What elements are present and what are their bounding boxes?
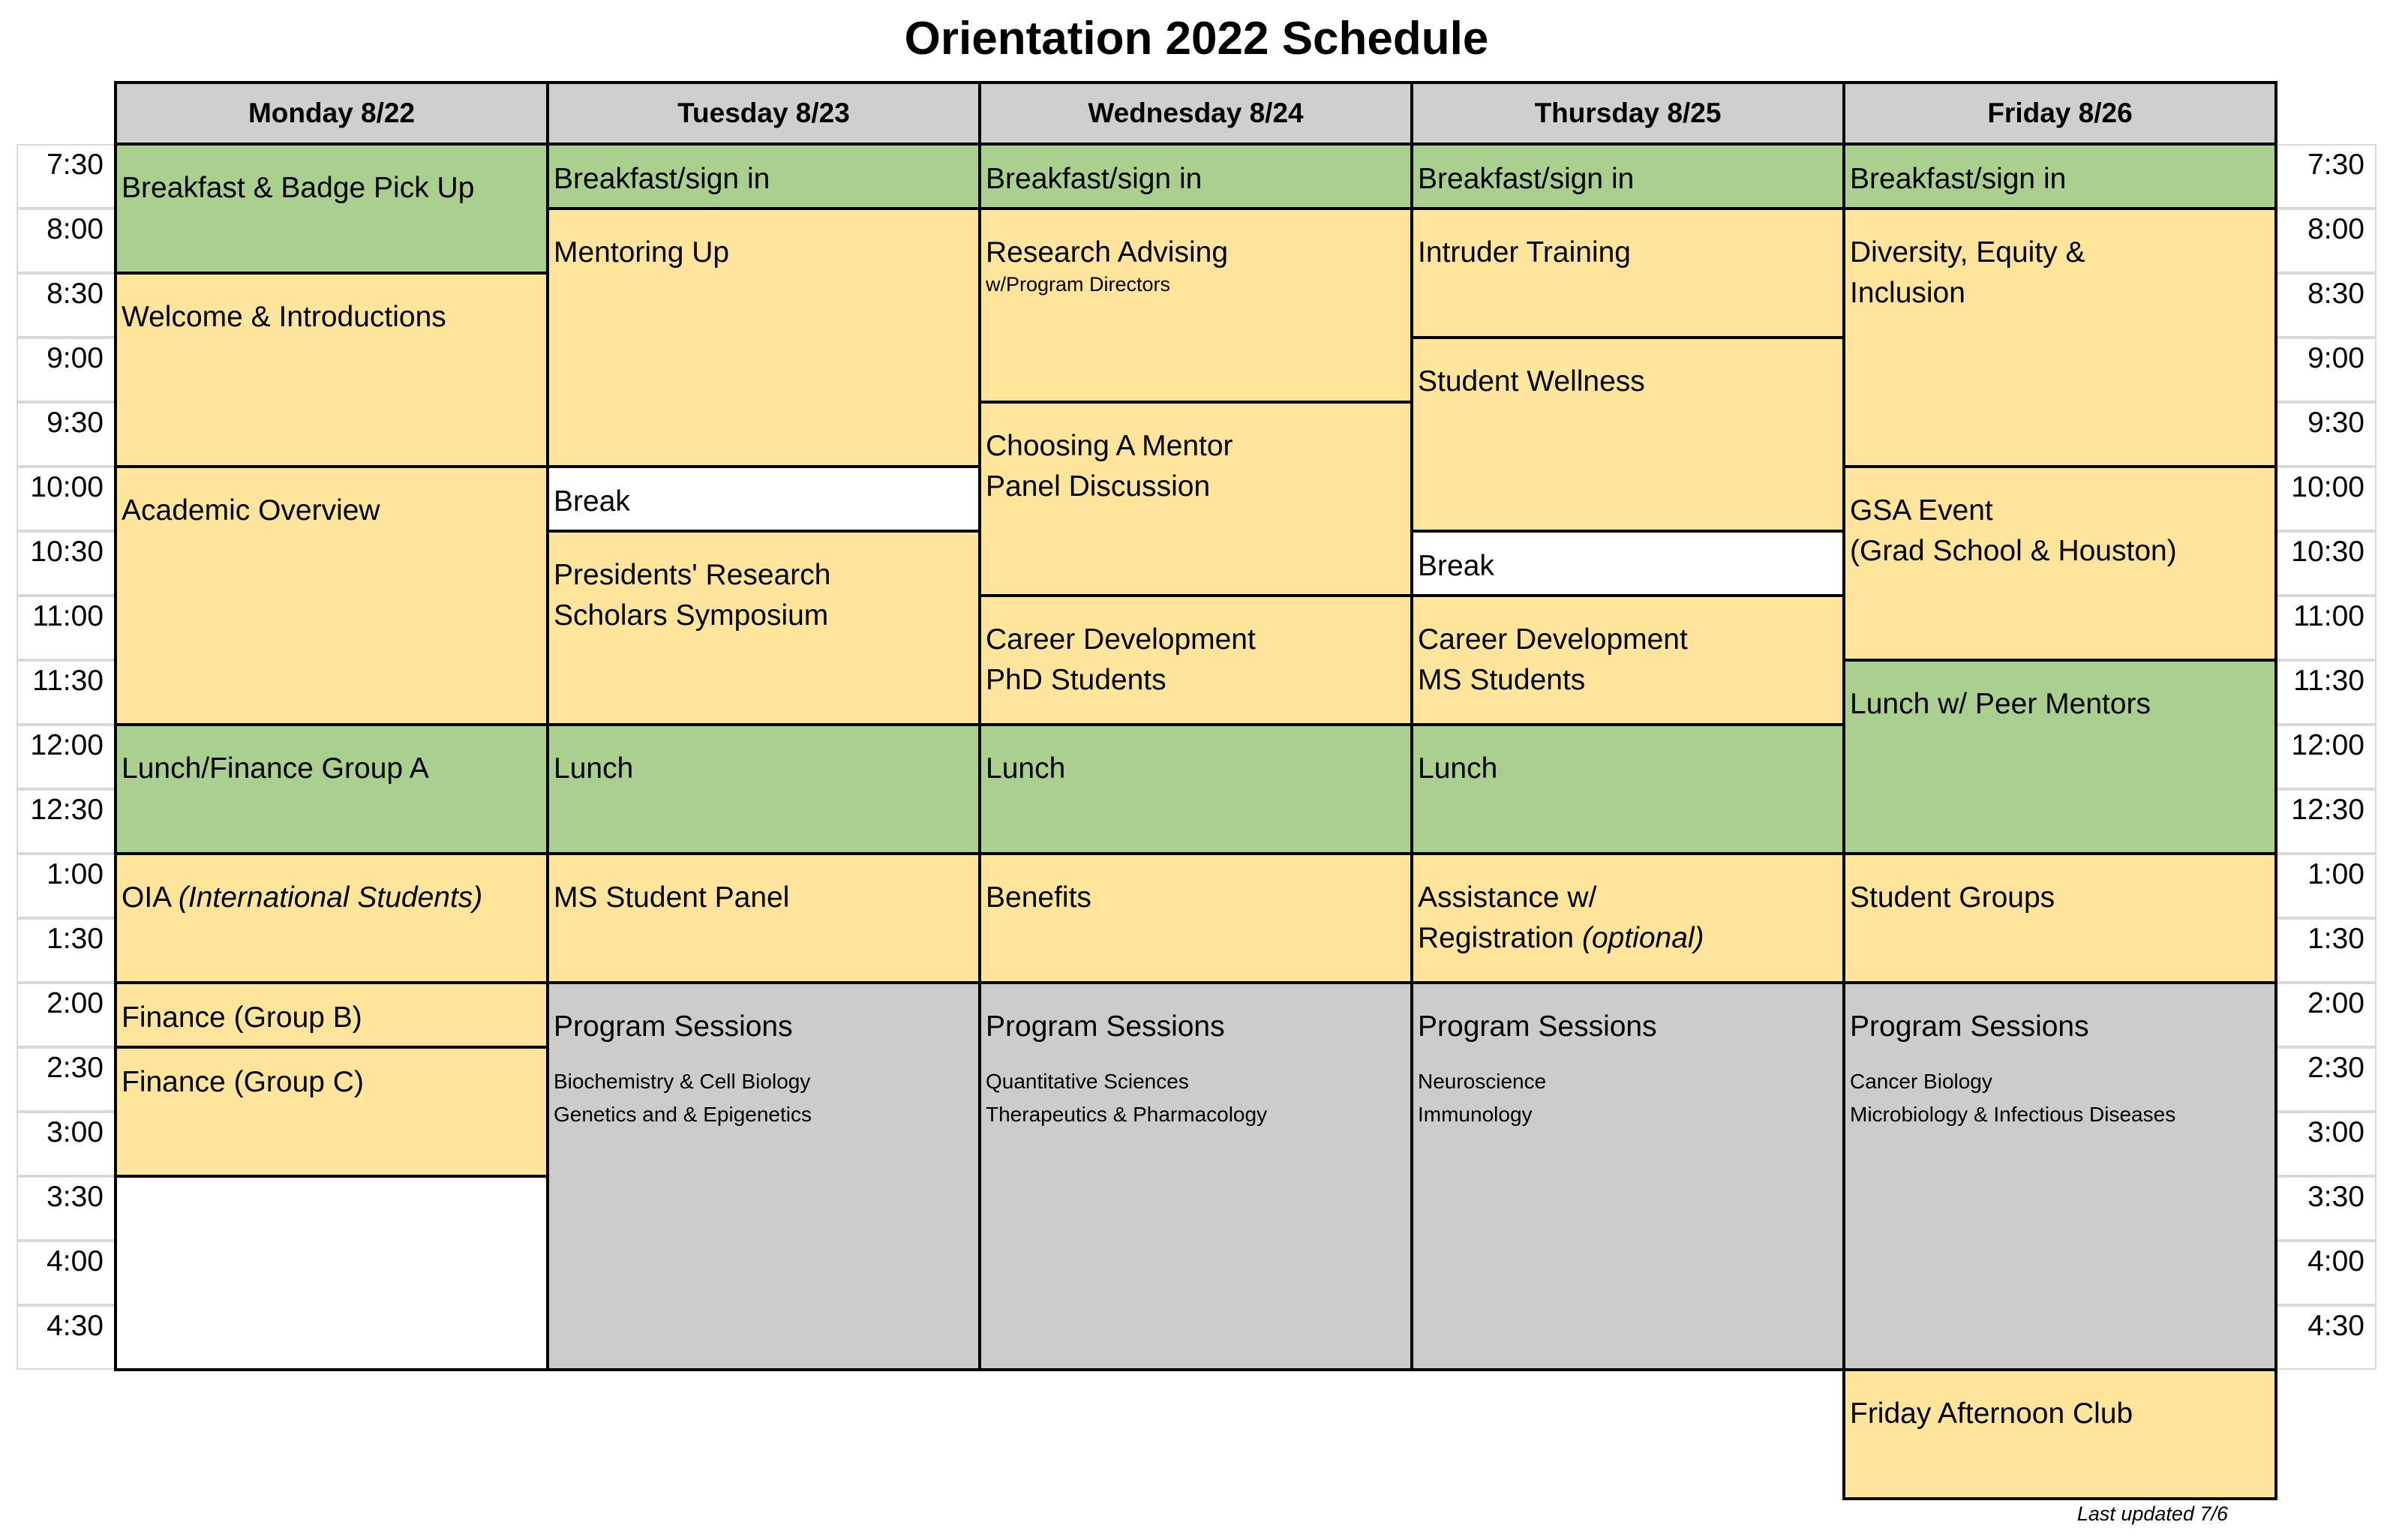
program-notes: Biochemistry & Cell Biology Genetics and & Epigenetics <box>554 1070 812 1126</box>
event-wed-program <box>978 981 1413 1371</box>
event-title: Academic Overview <box>122 494 380 527</box>
event-thu-intruder <box>1410 207 1845 339</box>
event-thu-lunch <box>1410 723 1845 855</box>
time-label: 12:30 <box>2276 789 2376 854</box>
event-wed-lunch <box>978 723 1413 855</box>
event-title: Breakfast/sign in <box>986 163 1203 195</box>
time-label: 4:00 <box>2276 1241 2376 1305</box>
time-label: 10:00 <box>2276 467 2376 531</box>
event-title: Breakfast/sign in <box>1418 163 1635 195</box>
event-wed-advising <box>978 207 1413 404</box>
event-fri-lunch <box>1842 659 2277 855</box>
event-title: Welcome & Introductions <box>122 301 446 333</box>
time-label: 10:00 <box>17 467 116 531</box>
event-title: OIA <box>122 881 171 914</box>
event-title: Program Sessions <box>986 1010 1225 1043</box>
time-label: 4:30 <box>2276 1305 2376 1370</box>
event-title: Break <box>1418 550 1494 582</box>
time-label: 9:30 <box>2276 402 2376 467</box>
event-tue-ms-panel <box>546 852 981 984</box>
last-updated-note: Last updated 7/6 <box>2076 1502 2228 1525</box>
event-mon-welcome <box>114 272 549 468</box>
event-thu-break <box>1410 530 1845 597</box>
event-fri-breakfast <box>1842 143 2277 210</box>
event-mon-academic <box>114 465 549 726</box>
event-title: Mentoring Up <box>554 236 730 269</box>
time-label: 12:00 <box>2276 725 2376 789</box>
time-label: 4:30 <box>17 1305 116 1370</box>
time-label: 2:30 <box>2276 1047 2376 1112</box>
event-mon-finance-c <box>114 1046 549 1178</box>
event-title: Friday Afternoon Club <box>1850 1397 2133 1430</box>
event-mon-oia <box>114 852 549 984</box>
time-label: 7:30 <box>17 144 116 209</box>
time-label: 1:00 <box>17 854 116 918</box>
event-title: Finance (Group B) <box>122 1001 362 1034</box>
event-title: Presidents' Research Scholars Symposium <box>554 559 831 632</box>
event-wed-breakfast <box>978 143 1413 210</box>
event-fri-program <box>1842 981 2277 1371</box>
time-label: 1:00 <box>2276 854 2376 918</box>
event-mon-empty <box>114 1175 549 1371</box>
event-mon-lunch <box>114 723 549 855</box>
day-header-wednesday: Wednesday 8/24 <box>978 81 1413 146</box>
program-notes: Neuroscience Immunology <box>1418 1070 1547 1126</box>
event-title: Program Sessions <box>1418 1010 1657 1043</box>
event-thu-wellness <box>1410 336 1845 533</box>
time-label: 1:30 <box>17 918 116 983</box>
event-title: MS Student Panel <box>554 881 790 914</box>
event-tue-lunch <box>546 723 981 855</box>
time-label: 10:30 <box>2276 531 2376 596</box>
event-title-italic: (International Students) <box>178 881 483 914</box>
time-label: 8:00 <box>2276 209 2376 273</box>
event-title: Career Development PhD Students <box>986 623 1256 696</box>
time-label: 3:00 <box>17 1112 116 1176</box>
event-title: Research Advising <box>986 236 1229 269</box>
event-title: Diversity, Equity & Inclusion <box>1850 236 2085 309</box>
event-wed-career <box>978 594 1413 726</box>
event-tue-break <box>546 465 981 533</box>
event-title: Lunch w/ Peer Mentors <box>1850 688 2151 720</box>
event-fri-dei <box>1842 207 2277 468</box>
event-title-italic: (optional) <box>1581 922 1704 954</box>
event-mon-finance-b <box>114 981 549 1049</box>
time-label: 4:00 <box>17 1241 116 1305</box>
event-title: Program Sessions <box>1850 1010 2089 1043</box>
event-title: Intruder Training <box>1418 236 1631 269</box>
event-title: Choosing A Mentor Panel Discussion <box>986 430 1233 503</box>
day-header-monday: Monday 8/22 <box>114 81 549 146</box>
event-title: Lunch <box>986 752 1066 785</box>
event-title: Benefits <box>986 881 1091 914</box>
event-title: Career Development MS Students <box>1418 623 1688 696</box>
time-label: 9:00 <box>2276 338 2376 402</box>
event-title: Break <box>554 485 630 518</box>
event-thu-assistance <box>1410 852 1845 984</box>
event-title: Program Sessions <box>554 1010 793 1043</box>
time-label: 9:00 <box>17 338 116 402</box>
event-title: Finance (Group C) <box>122 1066 364 1098</box>
time-label: 12:30 <box>17 789 116 854</box>
event-tue-program <box>546 981 981 1371</box>
time-label: 9:30 <box>17 402 116 467</box>
event-fri-gsa <box>1842 465 2277 662</box>
time-label: 2:00 <box>2276 983 2376 1047</box>
time-label: 1:30 <box>2276 918 2376 983</box>
event-title: GSA Event (Grad School & Houston) <box>1850 494 2177 567</box>
time-label: 10:30 <box>17 531 116 596</box>
event-title: Lunch <box>1418 752 1498 785</box>
time-label: 2:00 <box>17 983 116 1047</box>
event-title: Student Groups <box>1850 881 2055 914</box>
event-mon-breakfast <box>114 143 549 275</box>
time-label: 12:00 <box>17 725 116 789</box>
program-notes: Quantitative Sciences Therapeutics & Pharmacology <box>986 1070 1268 1126</box>
event-title: Lunch/Finance Group A <box>122 752 429 785</box>
event-title: Breakfast/sign in <box>1850 163 2067 195</box>
event-title: Breakfast & Badge Pick Up <box>122 172 475 204</box>
page-title: Orientation 2022 Schedule <box>904 13 1489 65</box>
time-label: 8:00 <box>17 209 116 273</box>
event-title: Assistance w/ Registration <box>1418 881 1597 954</box>
event-tue-symposium <box>546 530 981 726</box>
time-label: 8:30 <box>2276 273 2376 338</box>
event-thu-career <box>1410 594 1845 726</box>
event-title: Lunch <box>554 752 634 785</box>
day-header-thursday: Thursday 8/25 <box>1410 81 1845 146</box>
time-label: 11:00 <box>17 596 116 660</box>
time-label: 2:30 <box>17 1047 116 1112</box>
event-title: Breakfast/sign in <box>554 163 770 195</box>
time-label: 11:30 <box>17 660 116 725</box>
event-thu-program <box>1410 981 1845 1371</box>
event-tue-breakfast <box>546 143 981 210</box>
time-label: 11:30 <box>2276 660 2376 725</box>
day-header-friday: Friday 8/26 <box>1842 81 2277 146</box>
event-fri-groups <box>1842 852 2277 984</box>
program-notes: Cancer Biology Microbiology & Infectious Diseases <box>1850 1070 2176 1126</box>
time-label: 3:30 <box>17 1176 116 1241</box>
event-tue-mentoring <box>546 207 981 468</box>
event-wed-mentor-panel <box>978 401 1413 597</box>
time-label: 3:30 <box>2276 1176 2376 1241</box>
time-label: 11:00 <box>2276 596 2376 660</box>
time-label: 7:30 <box>2276 144 2376 209</box>
time-label: 8:30 <box>17 273 116 338</box>
event-title: Student Wellness <box>1418 365 1645 398</box>
day-header-tuesday: Tuesday 8/23 <box>546 81 981 146</box>
event-thu-breakfast <box>1410 143 1845 210</box>
event-fri-club <box>1842 1368 2277 1500</box>
event-subtitle: w/Program Directors <box>986 273 1171 296</box>
time-label: 3:00 <box>2276 1112 2376 1176</box>
event-wed-benefits <box>978 852 1413 984</box>
